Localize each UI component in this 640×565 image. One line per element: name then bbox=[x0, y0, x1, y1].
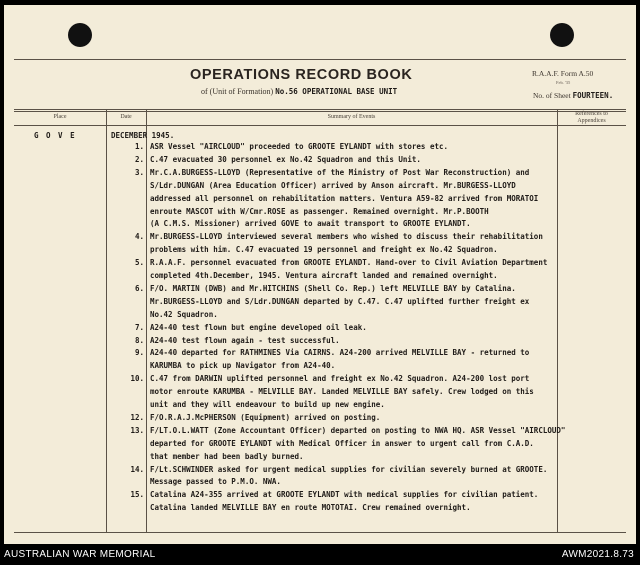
sheet-label: No. of Sheet bbox=[533, 91, 571, 100]
entry-line bbox=[4, 360, 636, 372]
entry-text: C.47 from DARWIN uplifted personnel and freight ex No.42 Squadron. A24-200 lost port bbox=[150, 374, 530, 384]
entry-line bbox=[4, 218, 636, 230]
entry-line bbox=[4, 335, 636, 347]
entry-text: KARUMBA to pick up Navigator from A24-40. bbox=[150, 361, 336, 371]
entry-line bbox=[4, 296, 636, 308]
unit-name: No.56 OPERATIONAL BASE UNIT bbox=[275, 87, 398, 96]
entry-line bbox=[4, 476, 636, 488]
entry-day: 13. bbox=[130, 425, 144, 435]
entry-text: problems with him. C.47 evacuated 19 personnel and freight ex No.42 Squadron. bbox=[150, 245, 498, 255]
unit-line bbox=[201, 87, 397, 96]
entry-line bbox=[4, 257, 636, 269]
form-title: OPERATIONS RECORD BOOK bbox=[190, 67, 413, 83]
entry-text: addressed all personnel on rehabilitation matters. Ventura A59-82 arrived from MORATOI bbox=[150, 193, 539, 203]
entry-day: 12. bbox=[130, 412, 144, 422]
entry-line bbox=[4, 309, 636, 321]
entry-line bbox=[4, 502, 636, 514]
entry-day: 7. bbox=[134, 322, 144, 332]
entry-day: 10. bbox=[130, 374, 144, 384]
entry-text: Mr.BURGESS-LLOYD and S/Ldr.DUNGAN departed by C.47. C.47 uplifted further freight ex bbox=[150, 296, 530, 306]
entry-text: R.A.A.F. personnel evacuated from GROOTE EYLANDT. Hand-over to Civil Aviation Department bbox=[150, 258, 548, 268]
entry-day: 4. bbox=[134, 232, 144, 242]
entry-text: C.47 evacuated 30 personnel ex No.42 Squadron and this Unit. bbox=[150, 154, 421, 164]
entry-text: Catalina landed MELVILLE BAY en route MOTOTAI. Crew remained overnight. bbox=[150, 503, 471, 513]
sheet-number bbox=[533, 91, 613, 100]
entry-line bbox=[4, 347, 636, 359]
entry-text: Message passed to P.M.O. NWA. bbox=[150, 477, 281, 487]
entry-day: 15. bbox=[130, 490, 144, 500]
entry-text: A24-40 departed for RATHMINES Via CAIRNS. A24-200 arrived MELVILLE BAY - returned to bbox=[150, 348, 530, 358]
entry-line bbox=[4, 451, 636, 463]
entry-day: 9. bbox=[134, 348, 144, 358]
entry-line bbox=[4, 464, 636, 476]
entry-day: 1. bbox=[134, 142, 144, 151]
form-date: Feb. '35 bbox=[556, 80, 571, 85]
entry-line bbox=[4, 322, 636, 334]
divider bbox=[14, 532, 626, 533]
entry-text: S/Ldr.DUNGAN (Area Education Officer) arrived by Anson aircraft. Mr.BURGESS-LLOYD bbox=[150, 180, 516, 190]
entry-line bbox=[4, 244, 636, 256]
column-header-date: Date bbox=[120, 114, 132, 120]
entry-day: 2. bbox=[134, 154, 144, 164]
entry-text: No.42 Squadron. bbox=[150, 309, 218, 319]
column-header-appendices: Appendices bbox=[577, 118, 606, 124]
entry-text: Mr.BURGESS-LLOYD interviewed several members who wished to discuss their rehabilitation bbox=[150, 232, 543, 242]
entry-text: completed 4th.December, 1945. Ventura aircraft landed and remained overnight. bbox=[150, 271, 498, 280]
entry-day: 14. bbox=[130, 464, 144, 474]
entry-day: 5. bbox=[134, 258, 144, 268]
divider bbox=[14, 59, 626, 60]
entry-text: that member had been badly burned. bbox=[150, 451, 304, 461]
place-value: G O V E bbox=[34, 131, 77, 140]
entry-text: Catalina A24-355 arrived at GROOTE EYLANDT with medical supplies for civilian patient. bbox=[150, 490, 539, 500]
entry-line bbox=[4, 154, 636, 166]
entry-line bbox=[4, 412, 636, 424]
punch-hole bbox=[550, 23, 574, 47]
entry-text: (A C.M.S. Missioner) arrived GOVE to await transport to GROOTE EYLANDT. bbox=[150, 219, 471, 229]
entry-line bbox=[4, 270, 636, 282]
entry-line bbox=[4, 438, 636, 450]
entry-day: 8. bbox=[134, 335, 144, 345]
entry-line bbox=[4, 489, 636, 501]
entry-text: F/O. MARTIN (DWB) and Mr.HITCHINS (Shell Co. Rep.) left MELVILLE BAY by Catalina. bbox=[150, 283, 516, 293]
column-header-summary: Summary of Events bbox=[327, 114, 376, 120]
entry-line bbox=[4, 206, 636, 218]
entry-line bbox=[4, 167, 636, 179]
month-value: DECEMBER 1945. bbox=[111, 131, 175, 140]
sheet-value: FOURTEEN. bbox=[572, 91, 614, 100]
entry-text: F/Lt.SCHWINDER asked for urgent medical supplies for civilian severely burned at GROOTE. bbox=[150, 464, 548, 474]
entry-text: F/O.R.A.J.McPHERSON (Equipment) arrived on posting. bbox=[150, 412, 381, 422]
column-header-references: References to bbox=[575, 111, 608, 117]
entry-day: 6. bbox=[134, 283, 144, 293]
entry-text: unit and they will endeavour to build up new engine. bbox=[150, 400, 385, 409]
entry-line bbox=[4, 231, 636, 243]
entry-text: departed for GROOTE EYLANDT with Medical Officer in answer to urgent call from C.A.D. bbox=[150, 438, 534, 448]
entry-line bbox=[4, 399, 636, 411]
entry-text: enroute MASCOT with W/Cmr.ROSE as passenger. Remained overnight. Mr.P.BOOTH bbox=[150, 206, 489, 216]
punch-hole bbox=[68, 23, 92, 47]
record-sheet bbox=[4, 5, 636, 544]
footer-credit: AUSTRALIAN WAR MEMORIAL bbox=[4, 549, 156, 560]
entry-line bbox=[4, 193, 636, 205]
entry-day: 3. bbox=[134, 167, 144, 177]
form-reference: R.A.A.F. Form A.50 bbox=[532, 69, 594, 78]
column-header-place: Place bbox=[53, 114, 67, 120]
entry-text: ASR Vessel "AIRCLOUD" proceeded to GROOTE EYLANDT with stores etc. bbox=[150, 142, 449, 151]
footer-accession: AWM2021.8.73 bbox=[561, 549, 634, 560]
entry-line bbox=[4, 141, 636, 153]
entry-line bbox=[4, 373, 636, 385]
entry-line bbox=[4, 283, 636, 295]
entry-line bbox=[4, 425, 636, 437]
unit-label: of (Unit of Formation) bbox=[201, 87, 274, 96]
entry-text: A24-40 test flown but engine developed oil leak. bbox=[150, 322, 367, 332]
entry-line bbox=[4, 180, 636, 192]
entry-text: A24-40 test flown again - test successful. bbox=[150, 335, 340, 345]
entry-text: F/LT.O.L.WATT (Zone Accountant Officer) departed on posting to NWA HQ. ASR Vessel "AIRCLOUD" bbox=[150, 425, 566, 435]
entry-line bbox=[4, 386, 636, 398]
entry-text: motor enroute KARUMBA - MELVILLE BAY. Landed MELVILLE BAY safely. Crew lodged on this bbox=[150, 387, 534, 397]
entry-text: Mr.C.A.BURGESS-LLOYD (Representative of the Ministry of Post War Reconstruction) and bbox=[150, 167, 530, 177]
